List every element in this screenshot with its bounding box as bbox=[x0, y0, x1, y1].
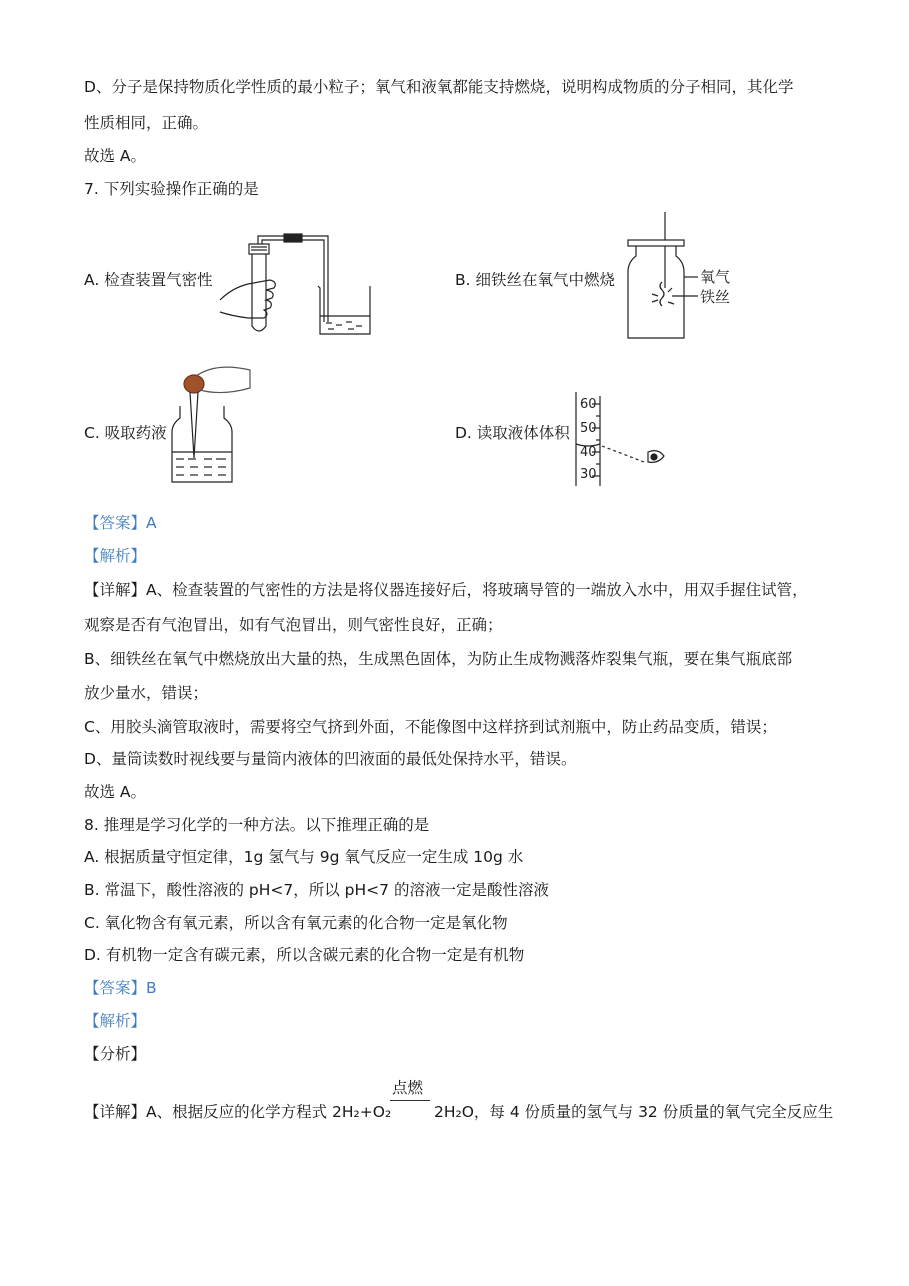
question-8-option-b: B. 常温下，酸性溶液的 pH<7，所以 pH<7 的溶液一定是酸性溶液 bbox=[84, 881, 549, 899]
label-iron-wire: 铁丝 bbox=[700, 288, 731, 306]
question-8-option-a: A. 根据质量守恒定律，1g 氢气与 9g 氧气反应一定生成 10g 水 bbox=[84, 848, 524, 866]
figure-airtightness-check bbox=[218, 230, 378, 340]
label-oxygen: 氧气 bbox=[700, 268, 731, 286]
text-line: 性质相同，正确。 bbox=[84, 114, 209, 132]
text-line: 故选 A。 bbox=[84, 783, 147, 801]
equation-line bbox=[84, 1076, 844, 1126]
analysis-heading: 【解析】 bbox=[84, 547, 147, 565]
reaction-condition: 点燃 bbox=[392, 1079, 424, 1097]
text-line: 【详解】A、检查装置的气密性的方法是将仪器连接好后，将玻璃导管的一端放入水中，用双手握住试管， bbox=[84, 581, 808, 599]
answer-heading: 【答案】B bbox=[84, 979, 157, 997]
text-line: 观察是否有气泡冒出，如有气泡冒出，则气密性良好，正确； bbox=[84, 616, 503, 634]
option-c-label: C. 吸取药液 bbox=[84, 424, 167, 442]
question-8-title: 8. 推理是学习化学的一种方法。以下推理正确的是 bbox=[84, 816, 430, 834]
cylinder-mark-50: 50 bbox=[580, 421, 597, 436]
analysis-heading: 【解析】 bbox=[84, 1012, 147, 1030]
text-line: D、分子是保持物质化学性质的最小粒子；氧气和液氧都能支持燃烧，说明构成物质的分子相同，其化学 bbox=[84, 78, 794, 96]
analysis-subheading: 【分析】 bbox=[84, 1045, 147, 1063]
question-8-option-d: D. 有机物一定含有碳元素，所以含碳元素的化合物一定是有机物 bbox=[84, 946, 525, 964]
option-a-label: A. 检查装置气密性 bbox=[84, 271, 213, 289]
figure-dropper-liquid bbox=[166, 362, 256, 486]
equation-right: 2H₂O，每 4 份质量的氢气与 32 份质量的氧气完全反应生 bbox=[434, 1103, 834, 1121]
text-line: D、量筒读数时视线要与量筒内液体的凹液面的最低处保持水平，错误。 bbox=[84, 750, 577, 768]
figure-iron-wire-combustion bbox=[622, 212, 732, 344]
figure-graduated-cylinder bbox=[572, 390, 672, 490]
text-line: 故选 A。 bbox=[84, 147, 147, 165]
cylinder-mark-60: 60 bbox=[580, 397, 597, 412]
reaction-arrow bbox=[390, 1100, 430, 1101]
cylinder-mark-30: 30 bbox=[580, 467, 597, 482]
text-line: C、用胶头滴管取液时，需要将空气挤到外面，不能像图中这样挤到试剂瓶中，防止药品变质，错误； bbox=[84, 718, 777, 736]
cylinder-mark-40: 40 bbox=[580, 445, 597, 460]
question-7-title: 7. 下列实验操作正确的是 bbox=[84, 180, 259, 198]
question-8-option-c: C. 氧化物含有氧元素，所以含有氧元素的化合物一定是氧化物 bbox=[84, 914, 508, 932]
option-b-label: B. 细铁丝在氧气中燃烧 bbox=[455, 271, 615, 289]
option-d-label: D. 读取液体体积 bbox=[455, 424, 570, 442]
answer-heading: 【答案】A bbox=[84, 514, 157, 532]
text-line: 放少量水，错误； bbox=[84, 684, 209, 702]
equation-left: 【详解】A、根据反应的化学方程式 2H₂+O₂ bbox=[84, 1103, 392, 1121]
text-line: B、细铁丝在氧气中燃烧放出大量的热，生成黑色固体，为防止生成物溅落炸裂集气瓶，要在集气瓶底部 bbox=[84, 650, 793, 668]
